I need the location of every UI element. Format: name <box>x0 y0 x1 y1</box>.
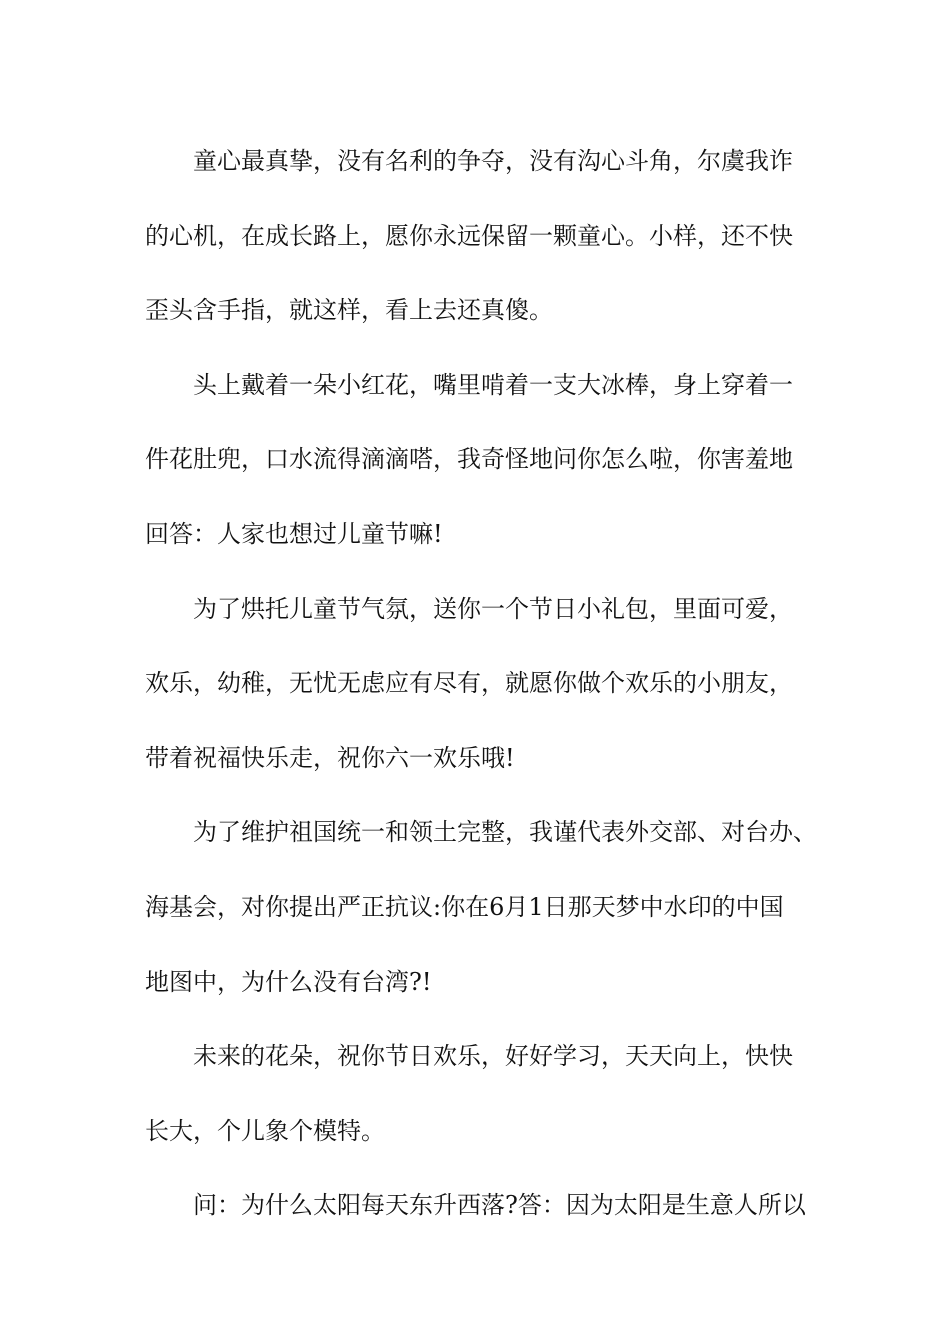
paragraph-line: 地图中，为什么没有台湾?! <box>145 967 432 996</box>
paragraph-line: 问：为什么太阳每天东升西落?答：因为太阳是生意人所以 <box>193 1191 806 1220</box>
paragraph-line: 为了烘托儿童节气氛，送你一个节日小礼包，里面可爱， <box>193 594 793 623</box>
paragraph <box>145 1168 815 1243</box>
paragraph <box>145 1019 815 1168</box>
paragraph-line: 歪头含手指，就这样，看上去还真傻。 <box>145 296 553 325</box>
paragraph-line: 回答：人家也想过儿童节嘛! <box>145 519 443 548</box>
paragraph-line: 为了维护祖国统一和领土完整，我谨代表外交部、对台办、 <box>193 818 817 847</box>
paragraph <box>145 124 815 348</box>
paragraph-line: 头上戴着一朵小红花，嘴里啃着一支大冰棒，身上穿着一 <box>193 370 793 399</box>
paragraph-line: 海基会，对你提出严正抗议:你在6月1日那天梦中水印的中国 <box>145 892 784 921</box>
document-body <box>145 124 815 1243</box>
paragraph-line: 件花肚兜，口水流得滴滴嗒，我奇怪地问你怎么啦，你害羞地 <box>145 445 793 474</box>
paragraph-line: 未来的花朵，祝你节日欢乐，好好学习，天天向上，快快 <box>193 1042 793 1071</box>
paragraph-line: 的心机，在成长路上，愿你永远保留一颗童心。小样，还不快 <box>145 221 793 250</box>
paragraph <box>145 795 815 1019</box>
paragraph-line: 长大，个儿象个模特。 <box>145 1116 385 1145</box>
paragraph <box>145 572 815 796</box>
paragraph-line: 童心最真挚，没有名利的争夺，没有沟心斗角，尔虞我诈 <box>193 147 793 175</box>
paragraph-line: 带着祝福快乐走，祝你六一欢乐哦! <box>145 743 515 772</box>
paragraph <box>145 348 815 572</box>
paragraph-line: 欢乐，幼稚，无忧无虑应有尽有，就愿你做个欢乐的小朋友， <box>145 669 793 698</box>
